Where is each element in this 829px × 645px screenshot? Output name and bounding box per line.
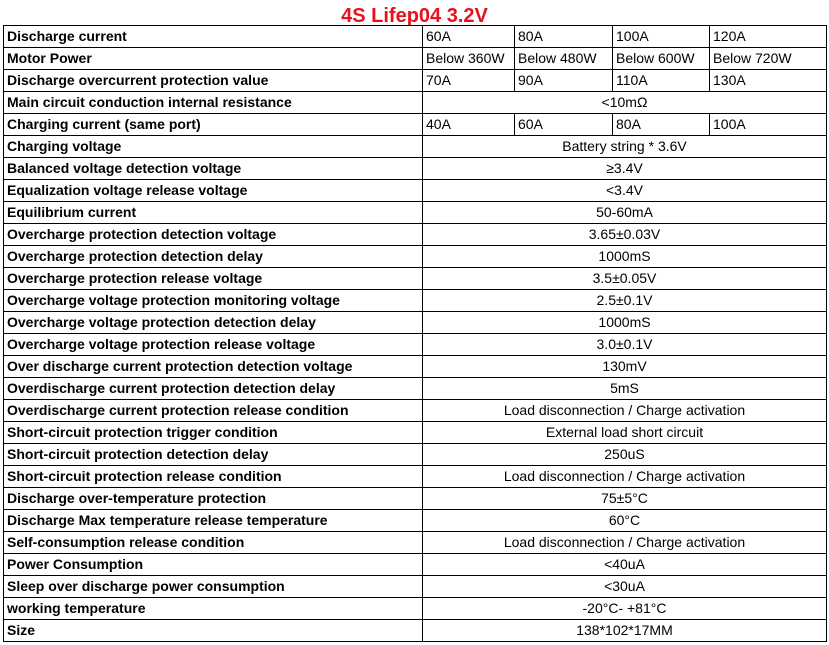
row-label: Discharge Max temperature release temperature <box>4 510 423 532</box>
row-label: Overcharge voltage protection release voltage <box>4 334 423 356</box>
value-cell: 2.5±0.1V <box>423 290 827 312</box>
value-cell: 120A <box>710 26 827 48</box>
table-row <box>4 334 827 356</box>
row-label: Motor Power <box>4 48 423 70</box>
value-cell: Below 480W <box>515 48 613 70</box>
value-cell: Battery string * 3.6V <box>423 136 827 158</box>
value-cell: Below 360W <box>423 48 515 70</box>
value-cell: 80A <box>515 26 613 48</box>
value-cell: Load disconnection / Charge activation <box>423 466 827 488</box>
row-label: Size <box>4 620 423 642</box>
table-row <box>4 400 827 422</box>
table-row <box>4 620 827 642</box>
value-cell: 3.65±0.03V <box>423 224 827 246</box>
table-row <box>4 312 827 334</box>
value-cell: <3.4V <box>423 180 827 202</box>
row-label: Equilibrium current <box>4 202 423 224</box>
row-label: Equalization voltage release voltage <box>4 180 423 202</box>
row-label: Self-consumption release condition <box>4 532 423 554</box>
table-row <box>4 26 827 48</box>
row-label: Overcharge voltage protection detection delay <box>4 312 423 334</box>
value-cell: 100A <box>613 26 710 48</box>
table-row <box>4 510 827 532</box>
row-label: Short-circuit protection release condition <box>4 466 423 488</box>
table-row <box>4 532 827 554</box>
value-cell: 60A <box>515 114 613 136</box>
value-cell: -20°C- +81°C <box>423 598 827 620</box>
value-cell: 1000mS <box>423 312 827 334</box>
value-cell: 130A <box>710 70 827 92</box>
value-cell: 3.0±0.1V <box>423 334 827 356</box>
table-row <box>4 180 827 202</box>
row-label: working temperature <box>4 598 423 620</box>
table-row <box>4 554 827 576</box>
table-row <box>4 378 827 400</box>
row-label: Over discharge current protection detection voltage <box>4 356 423 378</box>
value-cell: External load short circuit <box>423 422 827 444</box>
value-cell: 50-60mA <box>423 202 827 224</box>
row-label: Overcharge protection detection delay <box>4 246 423 268</box>
value-cell: 60A <box>423 26 515 48</box>
row-label: Balanced voltage detection voltage <box>4 158 423 180</box>
row-label: Overdischarge current protection detection delay <box>4 378 423 400</box>
row-label: Short-circuit protection trigger condition <box>4 422 423 444</box>
value-cell: Load disconnection / Charge activation <box>423 400 827 422</box>
table-row <box>4 92 827 114</box>
value-cell: 110A <box>613 70 710 92</box>
value-cell: <10mΩ <box>423 92 827 114</box>
value-cell: 60°C <box>423 510 827 532</box>
value-cell: Below 720W <box>710 48 827 70</box>
row-label: Discharge current <box>4 26 423 48</box>
table-row <box>4 246 827 268</box>
value-cell: <30uA <box>423 576 827 598</box>
table-row <box>4 136 827 158</box>
row-label: Overcharge voltage protection monitoring voltage <box>4 290 423 312</box>
table-row <box>4 422 827 444</box>
row-label: Overcharge protection detection voltage <box>4 224 423 246</box>
table-row <box>4 224 827 246</box>
table-row <box>4 466 827 488</box>
value-cell: 250uS <box>423 444 827 466</box>
row-label: Power Consumption <box>4 554 423 576</box>
row-label: Overdischarge current protection release condition <box>4 400 423 422</box>
table-row <box>4 488 827 510</box>
table-row <box>4 202 827 224</box>
value-cell: 130mV <box>423 356 827 378</box>
row-label: Discharge overcurrent protection value <box>4 70 423 92</box>
value-cell: 1000mS <box>423 246 827 268</box>
value-cell: 5mS <box>423 378 827 400</box>
table-row <box>4 290 827 312</box>
value-cell: 3.5±0.05V <box>423 268 827 290</box>
value-cell: 70A <box>423 70 515 92</box>
value-cell: 75±5°C <box>423 488 827 510</box>
value-cell: Load disconnection / Charge activation <box>423 532 827 554</box>
row-label: Sleep over discharge power consumption <box>4 576 423 598</box>
spec-table <box>3 25 827 642</box>
table-row <box>4 444 827 466</box>
table-row <box>4 70 827 92</box>
row-label: Short-circuit protection detection delay <box>4 444 423 466</box>
table-row <box>4 48 827 70</box>
value-cell: 80A <box>613 114 710 136</box>
row-label: Charging voltage <box>4 136 423 158</box>
table-row <box>4 576 827 598</box>
sheet-title: 4S Lifep04 3.2V <box>341 5 488 27</box>
value-cell: ≥3.4V <box>423 158 827 180</box>
row-label: Overcharge protection release voltage <box>4 268 423 290</box>
value-cell: 90A <box>515 70 613 92</box>
value-cell: 138*102*17MM <box>423 620 827 642</box>
table-row <box>4 356 827 378</box>
value-cell: 100A <box>710 114 827 136</box>
table-row <box>4 114 827 136</box>
row-label: Main circuit conduction internal resistance <box>4 92 423 114</box>
table-row <box>4 158 827 180</box>
value-cell: 40A <box>423 114 515 136</box>
row-label: Discharge over-temperature protection <box>4 488 423 510</box>
row-label: Charging current (same port) <box>4 114 423 136</box>
value-cell: <40uA <box>423 554 827 576</box>
table-row <box>4 268 827 290</box>
table-row <box>4 598 827 620</box>
value-cell: Below 600W <box>613 48 710 70</box>
